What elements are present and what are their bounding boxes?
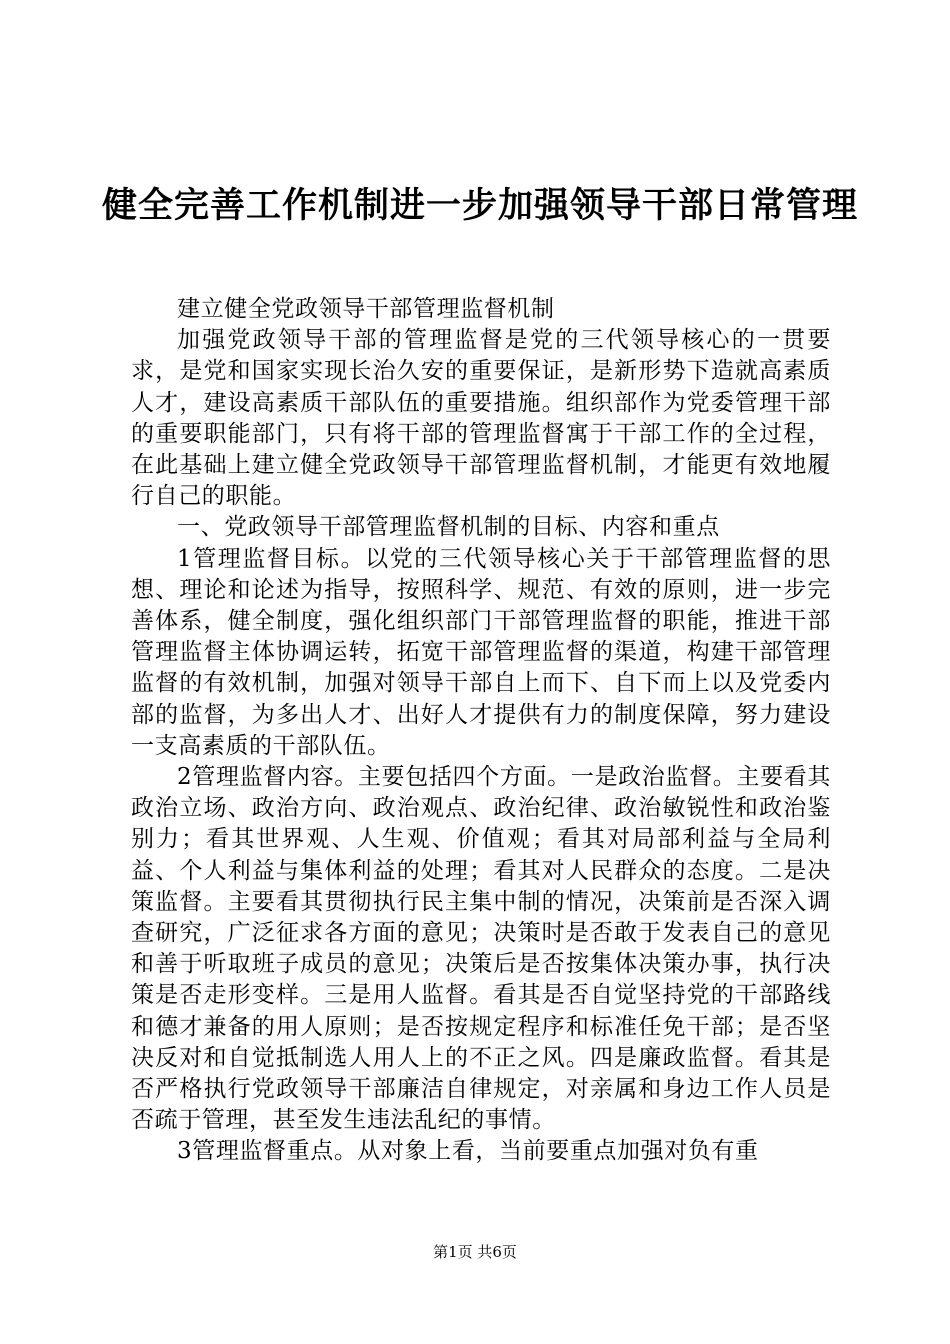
section-heading: 建立健全党政领导干部管理监督机制	[177, 296, 555, 322]
paragraph: 1管理监督目标。以党的三代领导核心关于干部管理监督的思想、理论和论述为指导，按照科学、规范、有效的原则，进一步完善体系，健全制度，强化组织部门干部管理监督的职能，推进干部管理监督主体协调运转，拓宽干部管理监督的渠道，构建干部管理监督的有效机制，加强对领导干部自上而下、自下而上以及党委内部的监督，为多出人才、出好人才提供有力的制度保障，努力建设一支高素质的干部队伍。	[131, 545, 831, 759]
section-heading: 一、党政领导干部管理监督机制的目标、内容和重点	[177, 514, 720, 541]
document-title: 健全完善工作机制进一步加强领导干部日常管理	[101, 186, 858, 226]
document-body	[131, 294, 831, 1168]
paragraph: 加强党政领导干部的管理监督是党的三代领导核心的一贯要求，是党和国家实现长治久安的重要保证，是新形势下造就高素质人才，建设高素质干部队伍的重要措施。组织部作为党委管理干部的重要职能部门，只有将干部的管理监督寓于干部工作的全过程，在此基础上建立健全党政领导干部管理监督机制，才能更有效地履行自己的职能。	[131, 327, 831, 510]
paragraph: 2管理监督内容。主要包括四个方面。一是政治监督。主要看其政治立场、政治方向、政治观点、政治纪律、政治敏锐性和政治鉴别力；看其世界观、人生观、价值观；看其对局部利益与全局利益、个人利益与集体利益的处理；看其对人民群众的态度。二是决策监督。主要看其贯彻执行民主集中制的情况，决策前是否深入调查研究，广泛征求各方面的意见；决策时是否敢于发表自己的意见和善于听取班子成员的意见；决策后是否按集体决策办事，执行决策是否走形变样。三是用人监督。看其是否自觉坚持党的干部路线和德才兼备的用人原则；是否按规定程序和标准任免干部；是否坚决反对和自觉抵制选人用人上的不正之风。四是廉政监督。看其是否严格执行党政领导干部廉洁自律规定，对亲属和身边工作人员是否疏于管理，甚至发生违法乱纪的事情。	[131, 764, 831, 1134]
paragraph: 3管理监督重点。从对象上看，当前要重点加强对负有重	[177, 1138, 759, 1165]
page-number-footer: 第1页 共6页	[433, 1243, 517, 1261]
